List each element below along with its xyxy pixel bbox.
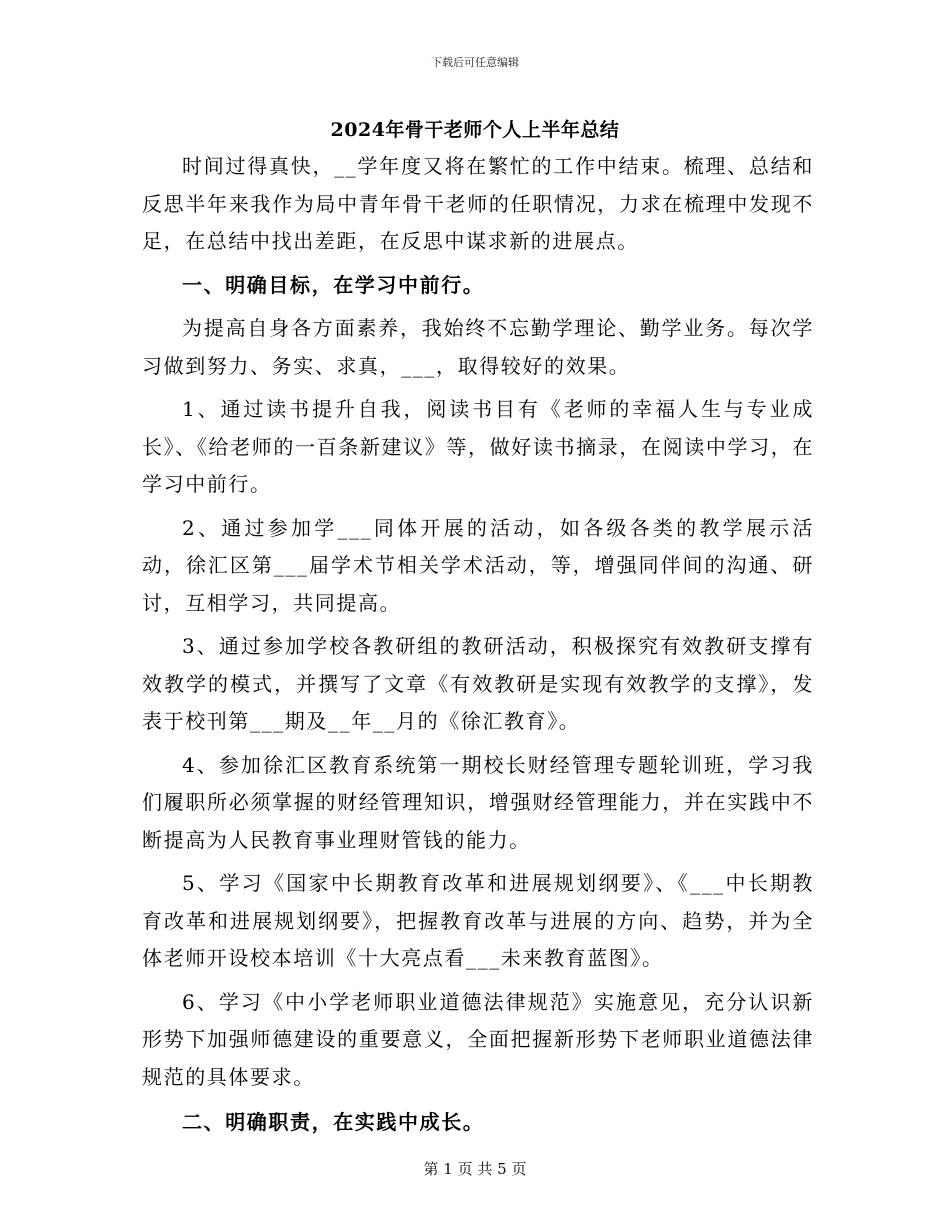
list-item: 6、学习《中小学老师职业道德法律规范》实施意见，充分认识新形势下加强师德建设的重要意义，全面把握新形势下老师职业道德法律规范的具体要求。 [142,989,814,1089]
page-number: 第 1 页 共 5 页 [423,1160,527,1178]
section-1-intro: 为提高自身各方面素养，我始终不忘勤学理论、勤学业务。每次学习做到努力、务实、求真，___，取得较好的效果。 [142,316,814,378]
header-note: 下载后可任意编辑 [431,56,519,69]
list-item: 5、学习《国家中长期教育改革和进展规划纲要》、《___中长期教育改革和进展规划纲要》，把握教育改革与进展的方向、趋势，并为全体老师开设校本培训《十大亮点看___未来教育蓝图》。 [142,871,814,970]
list-item: 4、参加徐汇区教育系统第一期校长财经管理专题轮训班，学习我们履职所必须掌握的财经管理知识，增强财经管理能力，并在实践中不断提高为人民教育事业理财管钱的能力。 [142,752,814,852]
section-2-heading: 二、明确职责，在实践中成长。 [182,1110,485,1134]
list-item: 2、通过参加学___同体开展的活动，如各级各类的教学展示活动，徐汇区第___届学术节相关学术活动，等，增强同伴间的沟通、研讨，互相学习，共同提高。 [142,515,814,615]
document-title: 2024年骨干老师个人上半年总结 [330,119,620,141]
section-1-heading: 一、明确目标，在学习中前行。 [182,272,485,297]
list-item: 3、通过参加学校各教研组的教研活动，积极探究有效教研支撑有效教学的模式，并撰写了文章《有效教研是实现有效教学的支撑》，发表于校刊第___期及__年__月的《徐汇教育》。 [142,634,814,733]
list-item: 1、通过读书提升自我，阅读书目有《老师的幸福人生与专业成长》、《给老师的一百条新建议》等，做好读书摘录，在阅读中学习，在学习中前行。 [142,397,814,496]
document-body [142,148,814,1148]
intro-paragraph: 时间过得真快，__学年度又将在繁忙的工作中结束。梳理、总结和反思半年来我作为局中青年骨干老师的任职情况，力求在梳理中发现不足，在总结中找出差距，在反思中谋求新的进展点。 [142,154,814,253]
